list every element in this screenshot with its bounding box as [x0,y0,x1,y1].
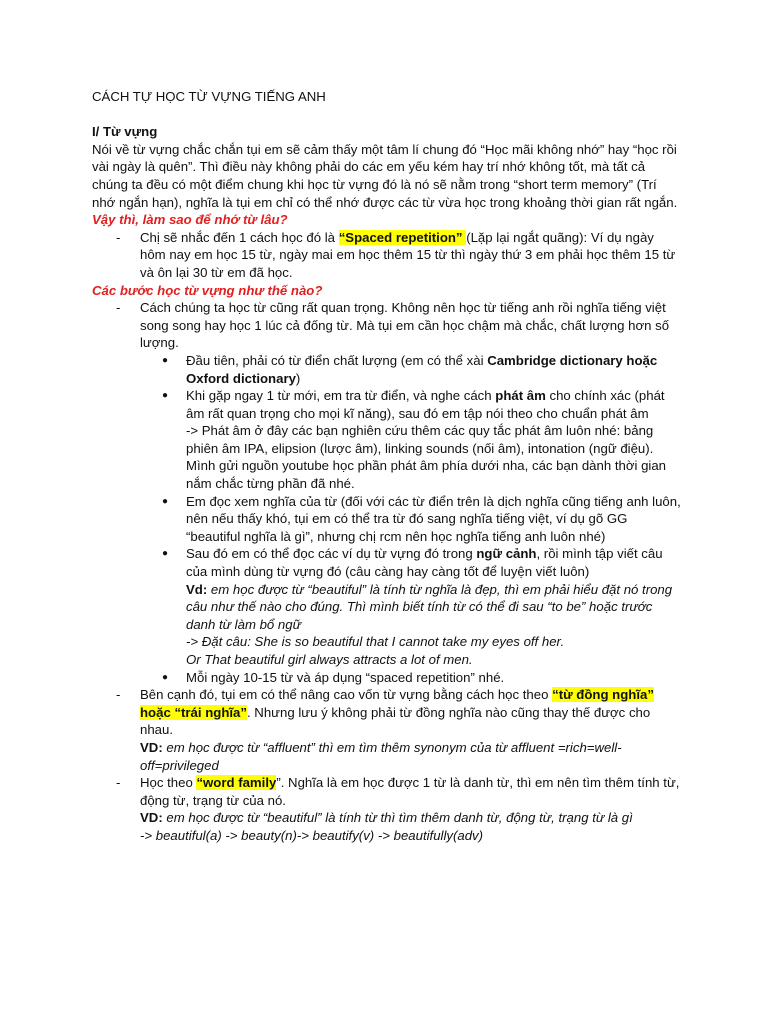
text-segment: cho chính xác (phát âm rất quan trọng cho mọi kĩ năng), sau đó em tập nói theo cho chuẩn phát âm [186,388,665,421]
example-label: VD: [140,739,163,755]
text-segment: Đầu tiên, phải có từ điển chất lượng (em có thể xài [186,352,488,368]
bullet-daily-words: ● Mỗi ngày 10-15 từ và áp dụng “spaced repetition” nhé. [92,669,682,687]
question-heading-2: Các bước học từ vựng như thế nào? [92,282,323,298]
text-segment: Chị sẽ nhắc đến 1 cách học đó là [140,229,339,245]
text-segment: Học theo [140,775,197,791]
list-item-word-family [92,774,682,844]
bold-dictionary-names: Cambridge dictionary hoặc Oxford dictionary [186,352,658,386]
bold-ngu-canh: ngữ cảnh [476,546,537,562]
example-text: em học được từ “beautiful” là tính từ thì tìm thêm danh từ, động từ, trạng từ là gì [162,810,633,826]
intro-paragraph: Nói về từ vựng chắc chắn tụi em sẽ cảm thấy một tâm lí chung đó “Học mãi không nhớ” hay “học rồi vài ngày là quên”. Thì điều này không phải do các em yếu kém hay trí nhớ không tốt, mà tất cả chúng ta đều có một điểm chung khi học từ vựng đó là nó sẽ nằm trong “short term memory” (Trí nhớ ngắn hạn), nghĩa là tụi em chỉ có thể nhớ được các từ vừa học trong khoảng thời gian rất ngắn. [92,141,678,210]
example-sentence-1: -> Đặt câu: She is so beautiful that I cannot take my eyes off her. [186,634,565,650]
bullet-meaning: ● Em đọc xem nghĩa của từ (đối với các từ điển trên là dịch nghĩa cũng tiếng anh luôn, nên nếu thấy khó, tụi em có thể tra từ đó sang nghĩa tiếng việt, ví dụ gõ GG “beautiful nghĩa là gì”, nhưng chị rcm nên học nghĩa tiếng anh luôn nhé) [92,493,682,546]
highlight-spaced-repetition: “Spaced repetition” [338,229,467,245]
text-segment: Khi gặp ngay 1 từ mới, em tra từ điển, và nghe cách [186,388,496,404]
list-item-how-to-learn: - Cách chúng ta học từ cũng rất quan trọng. Không nên học từ tiếng anh rồi nghĩa tiếng việt song song hay học 1 lúc cả đống từ. Mà tụi em cần học chậm mà chắc, chất lượng hơn số lượng. [92,299,682,352]
bullet-pronunciation [92,387,682,493]
highlight-synonyms: “từ đồng nghĩa” hoặc “trái nghĩa” [140,687,654,720]
example-text: em học được từ “affluent” thì em tìm thêm synonym của từ affluent =rich=well-off=privileged [140,739,622,773]
question-heading-1: Vậy thì, làm sao để nhớ từ lâu? [92,212,288,228]
pronunciation-note: -> Phát âm ở đây các bạn nghiên cứu thêm các quy tắc phát âm luôn nhé: bảng phiên âm IPA, elipsion (lược âm), linking sounds (nối âm), intonation (ngữ điệu). Mình gửi nguồn youtube học phần phát âm phía dưới nha, các bạn dành thời gian nắm chắc từng phần đã nhé. [186,423,666,492]
bold-phat-am: phát âm [495,388,546,404]
example-label: Vd: [186,581,208,597]
document-body [92,88,682,845]
text-segment: . Nhưng lưu ý không phải từ đồng nghĩa nào cũng thay thế được cho nhau. [140,704,651,738]
list-item-synonyms [92,686,682,774]
example-label: VD: [140,810,163,826]
example-sentence-2: Or That beautiful girl always attracts a lot of men. [186,652,473,667]
text-segment: ) [295,370,301,386]
blank-line [92,106,682,124]
document-title: CÁCH TỰ HỌC TỪ VỰNG TIẾNG ANH [92,89,326,104]
text-segment: ”. Nghĩa là em học được 1 từ là danh từ, thì em nên tìm thêm tính từ, động từ, trạng từ của nó. [140,775,680,808]
text-segment: , rồi mình tập viết câu của mình dùng từ vựng đó (câu càng hay càng tốt để luyện viết luôn) [186,546,663,580]
highlight-word-family: “word family [196,775,277,791]
text-segment: Sau đó em có thể đọc các ví dụ từ vựng đó trong [186,546,477,562]
bullet-dictionary [92,352,682,387]
bullet-context [92,545,682,668]
example-text: em học được từ “beautiful” là tính từ nghĩa là đẹp, thì em phải hiểu đặt nó trong câu như thế nào cho đúng. Thì mình biết tính từ có thể đi sau “to be” hoặc trước danh từ làm bổ ngữ [186,581,673,632]
section-heading: I/ Từ vựng [92,124,158,140]
word-family-chain: -> beautiful(a) -> beauty(n)-> beautify(v) -> beautifully(adv) [140,827,484,843]
text-segment: (Lặp lại ngắt quãng): Ví dụ ngày hôm nay em học 15 từ, ngày mai em học thêm 15 từ thì ngày thứ 3 em phải học thêm 15 từ và ôn lại 30 từ em đã học. [140,229,676,280]
list-item-spaced-repetition [92,229,682,282]
text-segment: Bên cạnh đó, tụi em có thể nâng cao vốn từ vựng bằng cách học theo [140,687,553,703]
